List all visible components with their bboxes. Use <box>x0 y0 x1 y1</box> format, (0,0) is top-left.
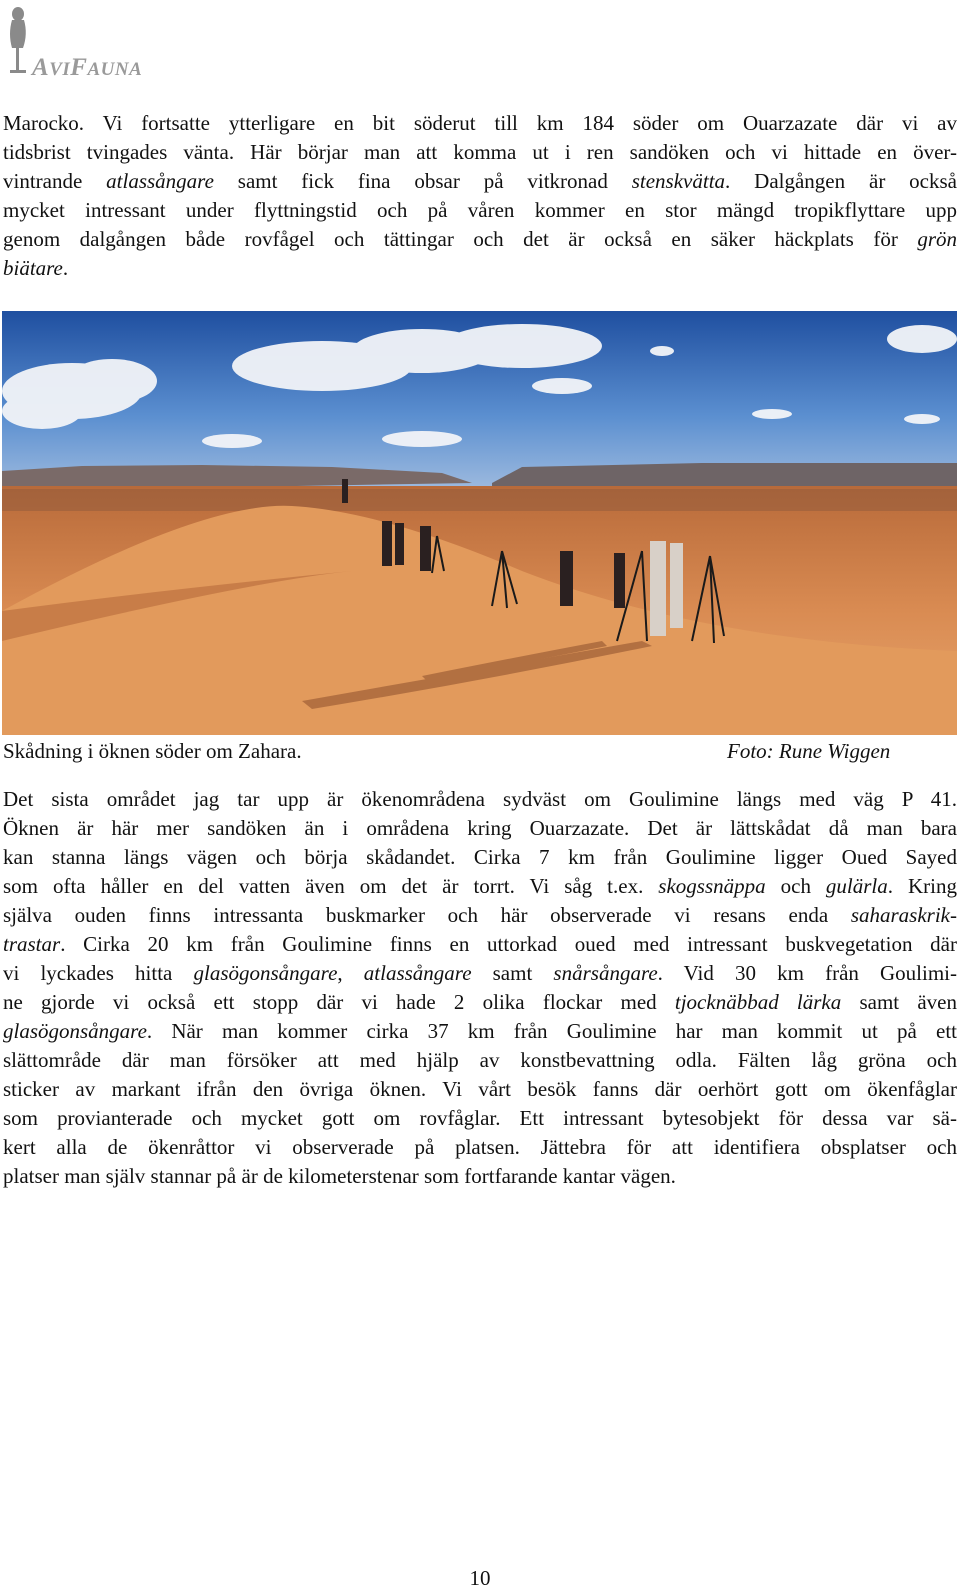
text-run: sticker av markant ifrån den övriga öknen. Vi vårt besök fanns där oerhört gott om ökenfåglar <box>3 1077 957 1101</box>
text-line <box>3 785 957 814</box>
text-run: . <box>62 256 69 280</box>
text-run: kan stanna längs vägen och börja skådandet. Cirka 7 km från Goulimine ligger Oued Sayed <box>3 845 957 869</box>
species-name: grön <box>917 227 957 251</box>
logo-wordmark: AVIFAUNA <box>32 54 143 81</box>
text-run: Marocko. Vi fortsatte ytterligare en bit söderut till km 184 söder om Ouarzazate där vi av <box>3 111 957 135</box>
species-name: glasögonsångare <box>193 961 338 985</box>
species-name: stenskvätta <box>631 169 726 193</box>
text-line <box>3 138 957 167</box>
text-run: själva ouden finns intressanta buskmarker och här observerade vi resans enda <box>3 903 851 927</box>
text-line <box>3 843 957 872</box>
desert-photo <box>2 311 957 735</box>
text-run: och <box>765 874 826 898</box>
text-line <box>3 872 957 901</box>
text-line <box>3 930 957 959</box>
photo-caption: Skådning i öknen söder om Zahara. <box>3 739 302 763</box>
species-name: gulärla <box>825 874 888 898</box>
text-line <box>3 1075 957 1104</box>
text-run: , <box>337 961 364 985</box>
text-line <box>3 814 957 843</box>
page-number: 10 <box>469 1566 491 1590</box>
text-run: vintrande <box>3 169 107 193</box>
avifauna-logo <box>4 4 184 84</box>
text-run: . När man kommer cirka 37 km från Goulimine har man kommit ut på ett <box>146 1019 957 1043</box>
text-run: genom dalgången både rovfågel och tättingar och det är också en säker häckplats för <box>3 227 918 251</box>
text-line <box>3 1133 957 1162</box>
text-line <box>3 1104 957 1133</box>
body-paragraph-1 <box>3 109 957 283</box>
text-run: samt <box>471 961 554 985</box>
text-run: Det sista området jag tar upp är ökenområdena sydväst om Goulimine längs med väg P 41. <box>3 787 957 811</box>
text-run: vi lyckades hitta <box>3 961 194 985</box>
text-line <box>3 167 957 196</box>
text-line <box>3 959 957 988</box>
text-run: mycket intressant under flyttningstid och på våren kommer en stor mängd tropikflyttare upp <box>3 198 957 222</box>
text-run: . Cirka 20 km från Goulimine finns en uttorkad oued med intressant buskvegetation där <box>60 932 957 956</box>
text-line <box>3 1046 957 1075</box>
text-line <box>3 1017 957 1046</box>
text-run: samt även <box>841 990 957 1014</box>
text-run: slättområde där man försöker att med hjälp av konstbevattning odla. Fälten låg gröna och <box>3 1048 957 1072</box>
text-run: . Dalgången är också <box>725 169 957 193</box>
text-run: ne gjorde vi också ett stopp där vi hade 2 olika flockar med <box>3 990 675 1014</box>
species-name: tjocknäbbad lärka <box>674 990 842 1014</box>
text-line <box>3 254 957 283</box>
species-name: saharaskrik- <box>850 903 957 927</box>
body-paragraph-2 <box>3 785 957 1191</box>
text-run: tidsbrist tvingades vänta. Här börjar man att komma ut i ren sandöken och vi hittade en över- <box>3 140 957 164</box>
species-name: atlassångare <box>363 961 472 985</box>
text-run: . Kring <box>887 874 957 898</box>
species-name: skogssnäppa <box>658 874 766 898</box>
text-line <box>3 109 957 138</box>
bird-figure-icon <box>4 4 34 74</box>
species-name: atlassångare <box>106 169 214 193</box>
text-line <box>3 1162 957 1191</box>
text-run: . Vid 30 km från Goulimi- <box>657 961 957 985</box>
text-line <box>3 988 957 1017</box>
species-name: trastar <box>3 932 61 956</box>
text-line <box>3 901 957 930</box>
text-run: kert alla de ökenråttor vi observerade på platsen. Jättebra för att identifiera obsplatser och <box>3 1135 957 1159</box>
species-name: glasögonsångare <box>3 1019 147 1043</box>
text-run: samt fick fina obsar på vitkronad <box>213 169 632 193</box>
species-name: biätare <box>3 256 63 280</box>
species-name: snårsångare <box>553 961 658 985</box>
text-run: som ofta håller en del vatten även om det är torrt. Vi såg t.ex. <box>3 874 659 898</box>
text-run: Öknen är här mer sandöken än i områdena kring Ouarzazate. Det är lättskådat då man bara <box>3 816 957 840</box>
text-line <box>3 225 957 254</box>
photo-credit: Foto: Rune Wiggen <box>727 739 891 763</box>
text-line <box>3 196 957 225</box>
text-run: platser man själv stannar på är de kilometerstenar som fortfarande kantar vägen. <box>3 1164 676 1188</box>
text-run: som provianterade och mycket gott om rovfåglar. Ett intressant bytesobjekt för dessa var sä- <box>3 1106 957 1130</box>
